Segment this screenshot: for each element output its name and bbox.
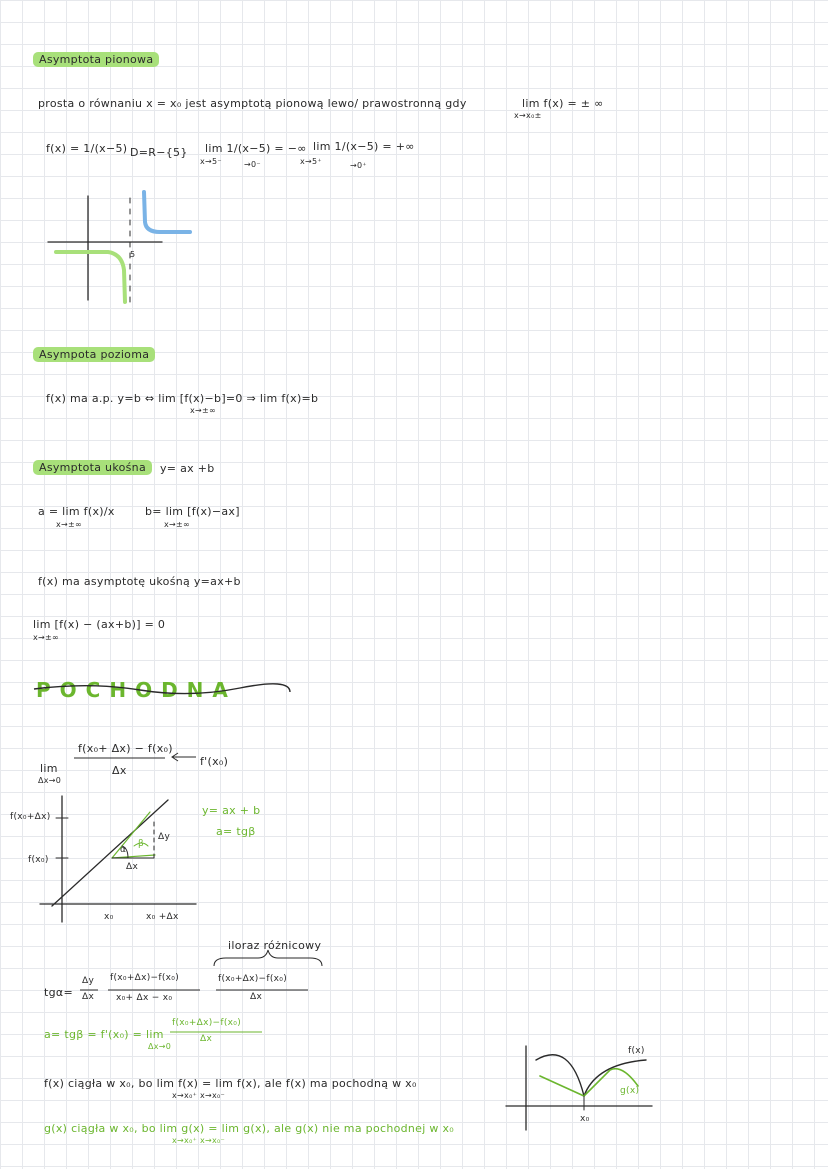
a-formula-sub: Δx→0 (148, 1042, 172, 1051)
delta-x-label: Δx (126, 862, 139, 872)
alpha-label: α (120, 845, 127, 855)
example-domain: D=R−{5} (130, 146, 188, 159)
right-limit-note: →0⁺ (350, 161, 367, 170)
iloraz-brace (214, 950, 322, 966)
continuity-f-note: f(x) ciągła w x₀, bo lim f(x) = lim f(x), ale f(x) ma pochodną w x₀ (44, 1077, 417, 1090)
right-limit: lim 1/(x−5) = +∞ (313, 140, 415, 153)
slope-equation: a= tgβ (216, 825, 256, 838)
pochodna-strike (34, 684, 290, 694)
quotient-numerator: f(x₀+ Δx) − f(x₀) (78, 742, 173, 755)
beta-label: β (138, 839, 145, 849)
vertical-limit-sub: x→x₀± (514, 111, 542, 120)
y-label-bottom: f(x₀) (28, 855, 49, 865)
tg-frac3-den: Δx (250, 992, 263, 1002)
derivative-title: POCHODNA (36, 678, 237, 702)
tg-frac1-num: Δy (82, 976, 95, 986)
tg-frac2-num: f(x₀+Δx)−f(x₀) (110, 973, 180, 983)
horizontal-asymptote-title: Asympota pozioma (33, 347, 155, 362)
derivative-lim-sub: Δx→0 (38, 776, 62, 785)
derivative-lim: lim (40, 762, 58, 775)
left-limit-note: →0⁻ (244, 160, 261, 169)
x-label-left: x₀ (104, 912, 114, 922)
vertical-definition: prosta o równaniu x = x₀ jest asymptotą pionową lewo/ prawostronną gdy (38, 97, 467, 110)
oblique-condition-sub: x→±∞ (33, 633, 60, 642)
left-limit: lim 1/(x−5) = −∞ (205, 142, 307, 155)
oblique-asymptote-title: Asymptota ukośna (33, 460, 152, 475)
y-label-top: f(x₀+Δx) (10, 812, 51, 822)
graph-x0-label: x₀ (580, 1114, 590, 1124)
a-formula-num: f(x₀+Δx)−f(x₀) (172, 1018, 242, 1028)
difference-quotient-label: iloraz różnicowy (228, 939, 322, 952)
tg-frac1-den: Δx (82, 992, 95, 1002)
tangent-graph (40, 796, 196, 922)
continuity-g-sub: x→x₀⁺ x→x₀⁻ (172, 1136, 226, 1145)
left-limit-sub: x→5⁻ (200, 157, 222, 166)
continuity-f-sub: x→x₀⁺ x→x₀⁻ (172, 1091, 226, 1100)
g-curve (540, 1069, 638, 1096)
oblique-condition: lim [f(x) − (ax+b)] = 0 (33, 618, 166, 631)
tangent-green-lines (112, 812, 155, 858)
oblique-statement: f(x) ma asymptotę ukośną y=ax+b (38, 575, 241, 588)
tg-frac3-num: f(x₀+Δx)−f(x₀) (218, 974, 288, 984)
graph-f-label: f(x) (628, 1046, 645, 1056)
hyperbola-right-branch (144, 192, 190, 232)
graph-tick-5: 5 (130, 250, 136, 259)
hyperbola-left-branch (56, 252, 125, 302)
vertical-limit: lim f(x) = ± ∞ (522, 97, 604, 110)
tg-alpha-label: tgα= (44, 986, 73, 999)
oblique-equation: y= ax +b (160, 462, 215, 475)
oblique-b-formula: b= lim [f(x)−ax] (145, 505, 240, 518)
vertical-asymptote-title: Asymptota pionowa (33, 52, 159, 67)
oblique-b-sub: x→±∞ (164, 520, 191, 529)
graph-g-label: g(x) (620, 1086, 640, 1096)
delta-y-label: Δy (158, 832, 171, 842)
derivative-symbol: f'(x₀) (200, 755, 229, 768)
horizontal-sub: x→±∞ (190, 406, 217, 415)
hyperbola-graph (48, 192, 190, 306)
fg-graph (506, 1046, 652, 1130)
oblique-a-sub: x→±∞ (56, 520, 83, 529)
continuity-g-note: g(x) ciągła w x₀, bo lim g(x) = lim g(x), ale g(x) nie ma pochodnej w x₀ (44, 1122, 455, 1135)
beta-arc (134, 843, 148, 846)
a-formula-prefix: a= tgβ = f'(x₀) = lim (44, 1028, 164, 1041)
x-label-right: x₀ +Δx (146, 912, 179, 922)
quotient-denominator: Δx (112, 764, 127, 777)
tg-frac2-den: x₀+ Δx − x₀ (116, 993, 173, 1003)
oblique-a-formula: a = lim f(x)/x (38, 505, 115, 518)
secant-line (52, 800, 171, 906)
tangent-line-equation: y= ax + b (202, 804, 261, 817)
alpha-arc (122, 846, 128, 858)
horizontal-statement: f(x) ma a.p. y=b ⇔ lim [f(x)−b]=0 ⇒ lim f(x)=b (46, 392, 319, 405)
right-limit-sub: x→5⁺ (300, 157, 322, 166)
a-formula-den: Δx (200, 1034, 213, 1044)
example-function: f(x) = 1/(x−5) (46, 142, 128, 155)
